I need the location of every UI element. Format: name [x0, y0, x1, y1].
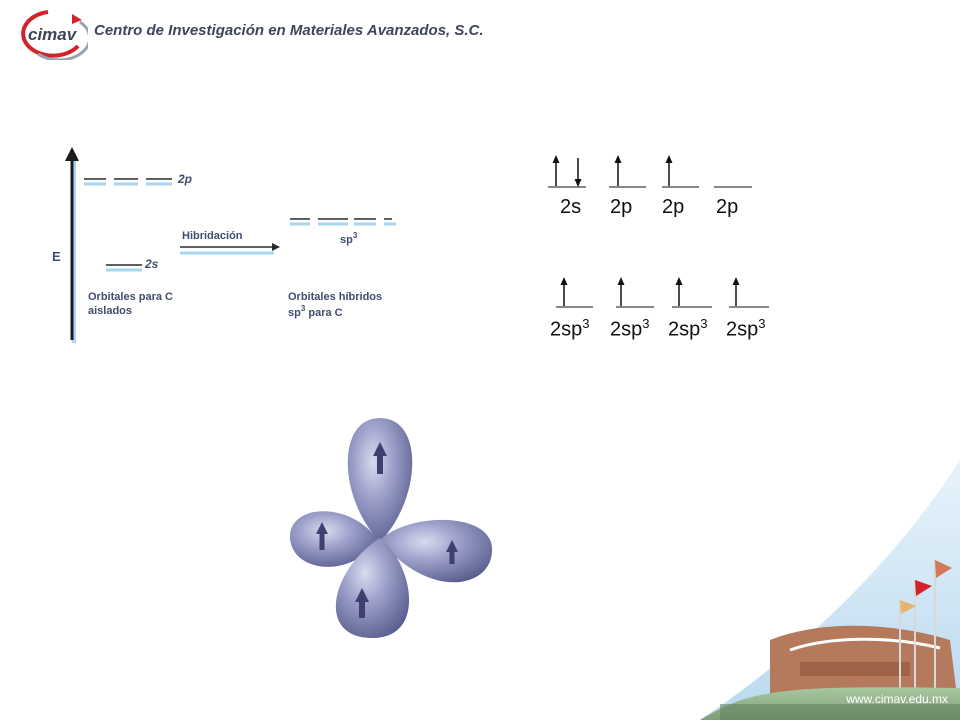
orbital-label-2sp3: $2sp^3$ — [610, 316, 650, 341]
svg-text:sp3 para C: $sp^3$ para C — [288, 304, 343, 319]
svg-text:2s: 2s — [145, 257, 159, 271]
arrows-2s — [548, 155, 586, 187]
cimav-logo — [8, 6, 88, 60]
arrows-sp3-4 — [729, 277, 769, 307]
arrows-2p-2 — [662, 155, 699, 187]
orbital-label-2sp3: $2sp^3$ — [550, 316, 590, 341]
orbital-label-2sp3: $2sp^3$ — [668, 316, 708, 341]
orbital-label-2p: 2p — [662, 196, 685, 218]
svg-text:Hibridación: Hibridación — [182, 230, 243, 242]
svg-text:Orbitales para C: Orbitales para C — [88, 291, 173, 303]
svg-text:cimav: cimav — [28, 25, 77, 44]
hybrid-sp3-levels — [290, 219, 396, 224]
arrows-sp3-3 — [672, 277, 712, 307]
orbital-label-2sp3: $2sp^3$ — [726, 316, 766, 341]
organization-name: Centro de Investigación en Materiales Avanzados, S.C. — [94, 22, 484, 39]
svg-text:E: E — [52, 249, 61, 264]
svg-text:sp3: $sp^3$ — [340, 231, 358, 246]
svg-text:aislados: aislados — [88, 305, 133, 317]
energy-level-diagram — [48, 145, 428, 350]
svg-text:Orbitales híbridos: Orbitales híbridos — [288, 291, 383, 303]
arrows-sp3-1 — [556, 277, 593, 307]
orbital-label-2p: 2p — [610, 196, 633, 218]
campus-photo — [640, 400, 960, 720]
arrows-sp3-2 — [616, 277, 654, 307]
arrows-2p-1 — [609, 155, 646, 187]
orbital-label-2s: 2s — [560, 196, 582, 218]
ground-state-orbitals — [548, 154, 758, 224]
website-url: www.cimav.edu.mx — [846, 692, 948, 706]
sp3-orbital-illustration — [280, 412, 500, 644]
svg-text:2p: 2p — [178, 172, 193, 186]
isolated-2p-levels — [84, 179, 172, 184]
hybrid-state-orbitals — [548, 274, 788, 344]
orbital-label-2p: 2p — [716, 196, 739, 218]
